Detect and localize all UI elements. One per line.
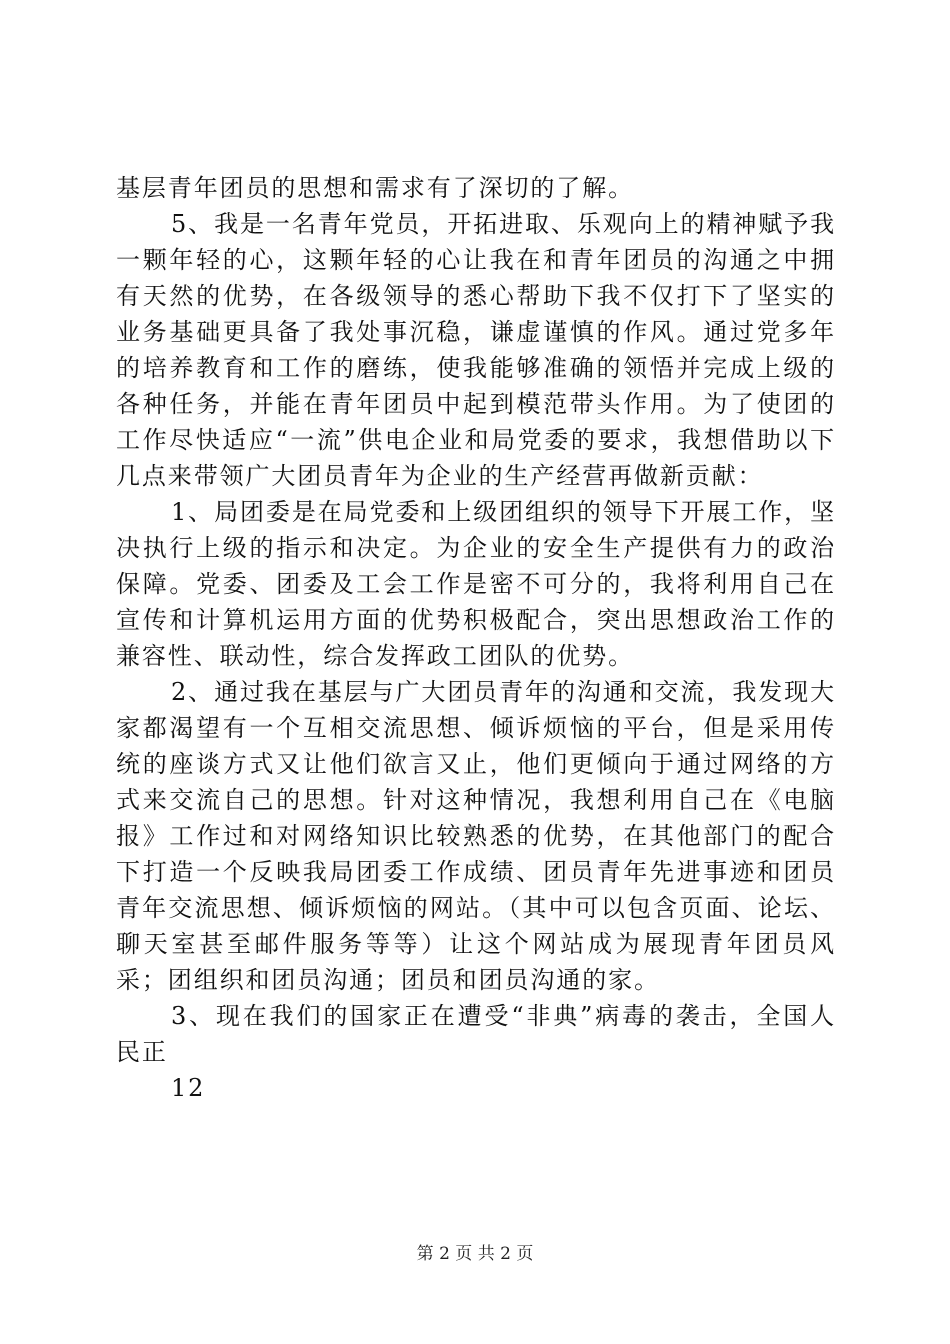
page-number-label: 第 2 页 共 2 页	[416, 1244, 534, 1264]
document-body	[116, 170, 836, 1106]
paragraph-item-2: 2、通过我在基层与广大团员青年的沟通和交流，我发现大家都渴望有一个互相交流思想、倾诉烦恼的平台，但是采用传统的座谈方式又让他们欲言又止，他们更倾向于通过网络的方式来交流自己的思想。针对这种情况，我想利用自己在《电脑报》工作过和对网络知识比较熟悉的优势，在其他部门的配合下打造一个反映我局团委工作成绩、团员青年先进事迹和团员青年交流思想、倾诉烦恼的网站。（其中可以包含页面、论坛、聊天室甚至邮件服务等等）让这个网站成为展现青年团员风采；团组织和团员沟通；团员和团员沟通的家。	[116, 678, 836, 994]
paragraph-item-5: 5、我是一名青年党员，开拓进取、乐观向上的精神赋予我一颗年轻的心，这颗年轻的心让我在和青年团员的沟通之中拥有天然的优势，在各级领导的悉心帮助下我不仅打下了坚实的业务基础更具备了我处事沉稳，谦虚谨慎的作风。通过党多年的培养教育和工作的磨练，使我能够准确的领悟并完成上级的各种任务，并能在青年团员中起到模范带头作用。为了使团的工作尽快适应“一流”供电企业和局党委的要求，我想借助以下几点来带领广大团员青年为企业的生产经营再做新贡献：	[116, 210, 836, 490]
page-footer	[0, 1243, 950, 1265]
paragraph-continuation: 基层青年团员的思想和需求有了深切的了解。	[116, 174, 634, 202]
paragraph-item-3: 3、现在我们的国家正在遭受“非典”病毒的袭击，全国人民正	[116, 1002, 836, 1066]
paragraph-item-1: 1、局团委是在局党委和上级团组织的领导下开展工作，坚决执行上级的指示和决定。为企业的安全生产提供有力的政治保障。党委、团委及工会工作是密不可分的，我将利用自己在宣传和计算机运用方面的优势积极配合，突出思想政治工作的兼容性、联动性，综合发挥政工团队的优势。	[116, 498, 836, 670]
paragraph-number: 12	[171, 1074, 206, 1102]
